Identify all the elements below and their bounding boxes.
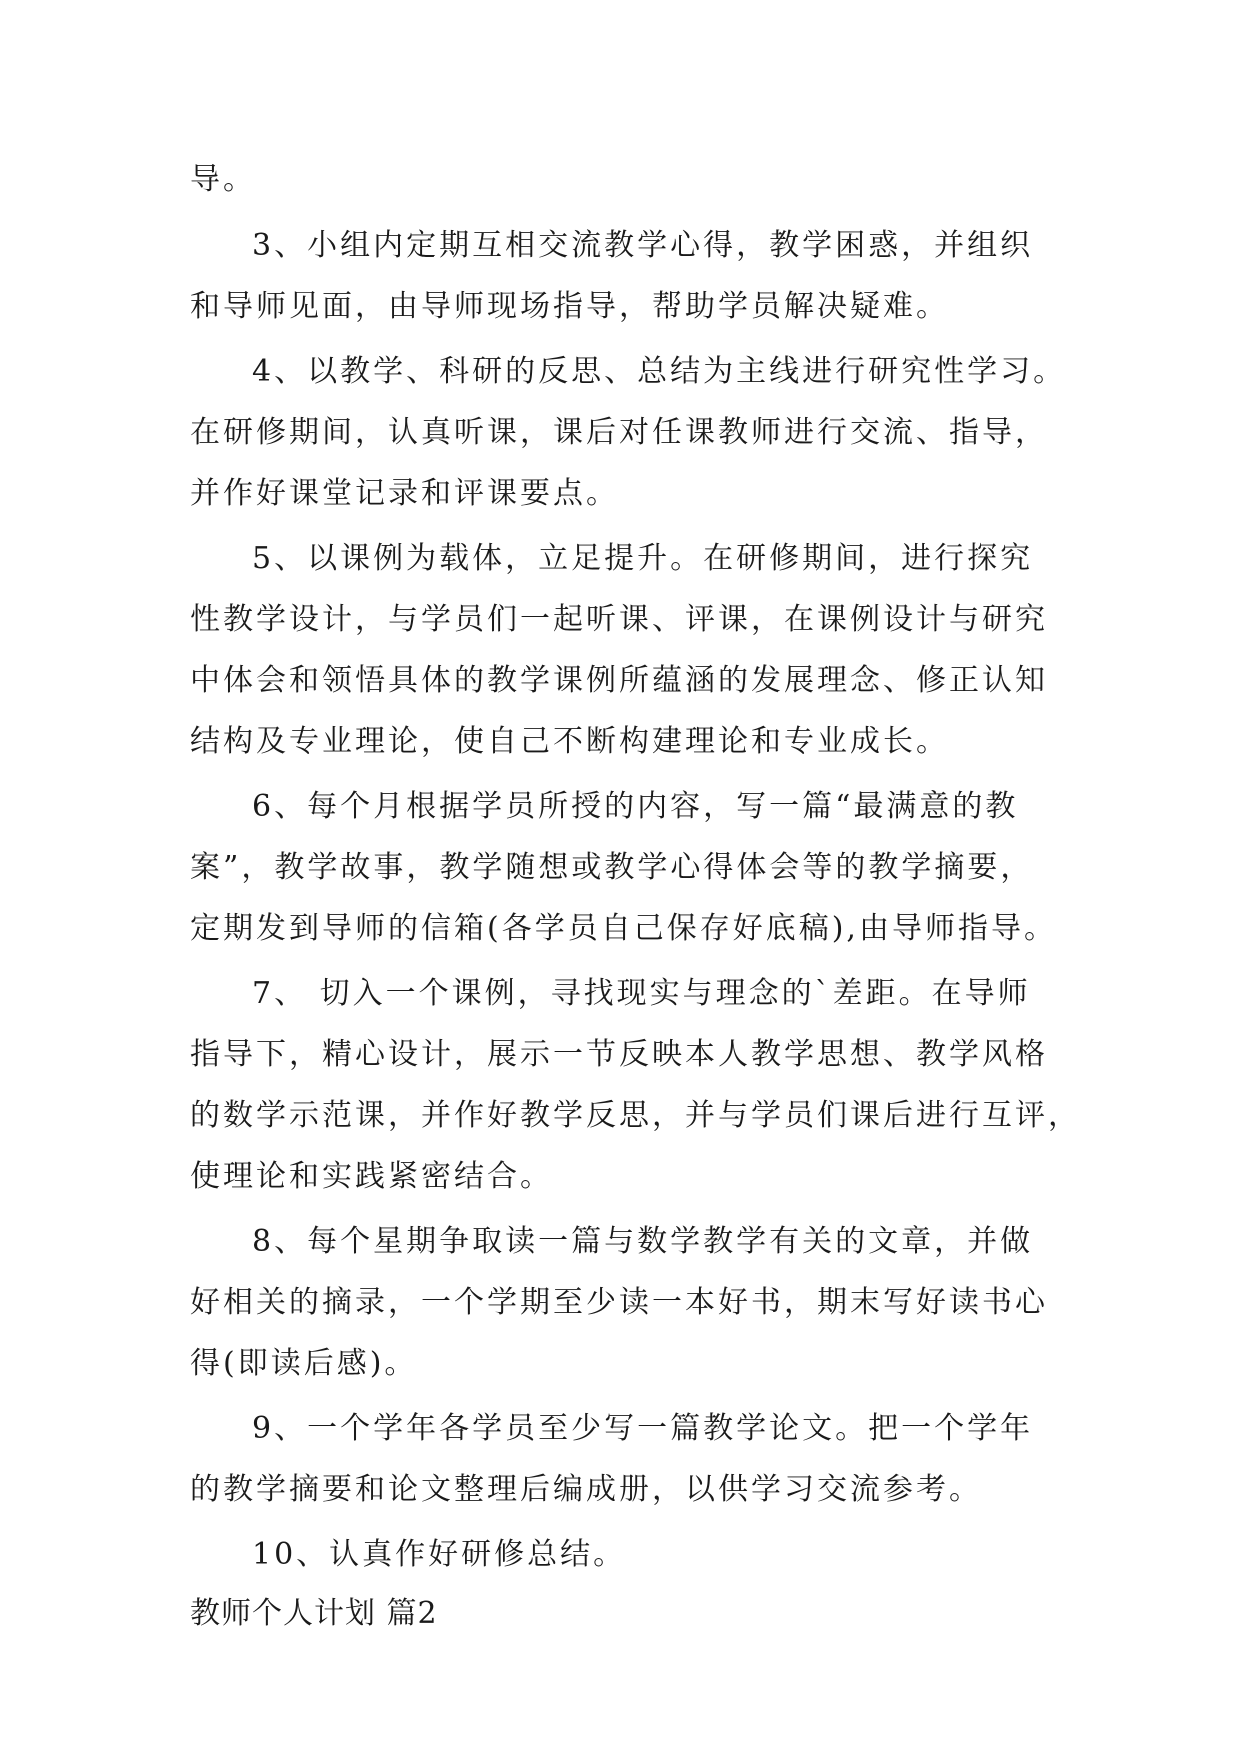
text-line: 在研修期间，认真听课，课后对任课教师进行交流、指导，	[190, 415, 1048, 450]
paragraph-4-line: 4、以教学、科研的反思、总结为主线进行研究性学习。	[252, 354, 1067, 389]
text-line: 导。	[190, 162, 256, 197]
text-line: 的教学摘要和论文整理后编成册，以供学习交流参考。	[190, 1472, 982, 1507]
text-line: 定期发到导师的信箱(各学员自己保存好底稿),由导师指导。	[190, 911, 1057, 946]
section-heading: 教师个人计划 篇2	[190, 1596, 438, 1631]
paragraph-10-line: 10、认真作好研修总结。	[252, 1537, 627, 1572]
paragraph-6-line: 6、每个月根据学员所授的内容，写一篇“最满意的教	[252, 789, 1019, 824]
paragraph-7-line: 7、 切入一个课例，寻找现实与理念的`差距。在导师	[252, 976, 1031, 1011]
paragraph-5-line: 5、以课例为载体，立足提升。在研修期间，进行探究	[252, 541, 1034, 576]
text-line: 结构及专业理论，使自己不断构建理论和专业成长。	[190, 724, 949, 759]
text-line: 中体会和领悟具体的教学课例所蕴涵的发展理念、修正认知	[190, 663, 1048, 698]
text-line: 并作好课堂记录和评课要点。	[190, 476, 619, 511]
paragraph-8-line: 8、每个星期争取读一篇与数学教学有关的文章，并做	[252, 1224, 1034, 1259]
paragraph-3-line: 3、小组内定期互相交流教学心得，教学困惑，并组织	[252, 228, 1034, 263]
text-line: 和导师见面，由导师现场指导，帮助学员解决疑难。	[190, 289, 949, 324]
text-line: 指导下，精心设计，展示一节反映本人教学思想、教学风格	[190, 1037, 1048, 1072]
paragraph-9-line: 9、一个学年各学员至少写一篇教学论文。把一个学年	[252, 1411, 1034, 1446]
text-line: 的数学示范课，并作好教学反思，并与学员们课后进行互评，	[190, 1098, 1081, 1133]
text-line: 性教学设计，与学员们一起听课、评课，在课例设计与研究	[190, 602, 1048, 637]
text-line: 案”，教学故事，教学随想或教学心得体会等的教学摘要，	[190, 850, 1034, 885]
text-line: 得(即读后感)。	[190, 1346, 418, 1381]
text-line: 使理论和实践紧密结合。	[190, 1159, 553, 1194]
text-line: 好相关的摘录，一个学期至少读一本好书，期末写好读书心	[190, 1285, 1048, 1320]
